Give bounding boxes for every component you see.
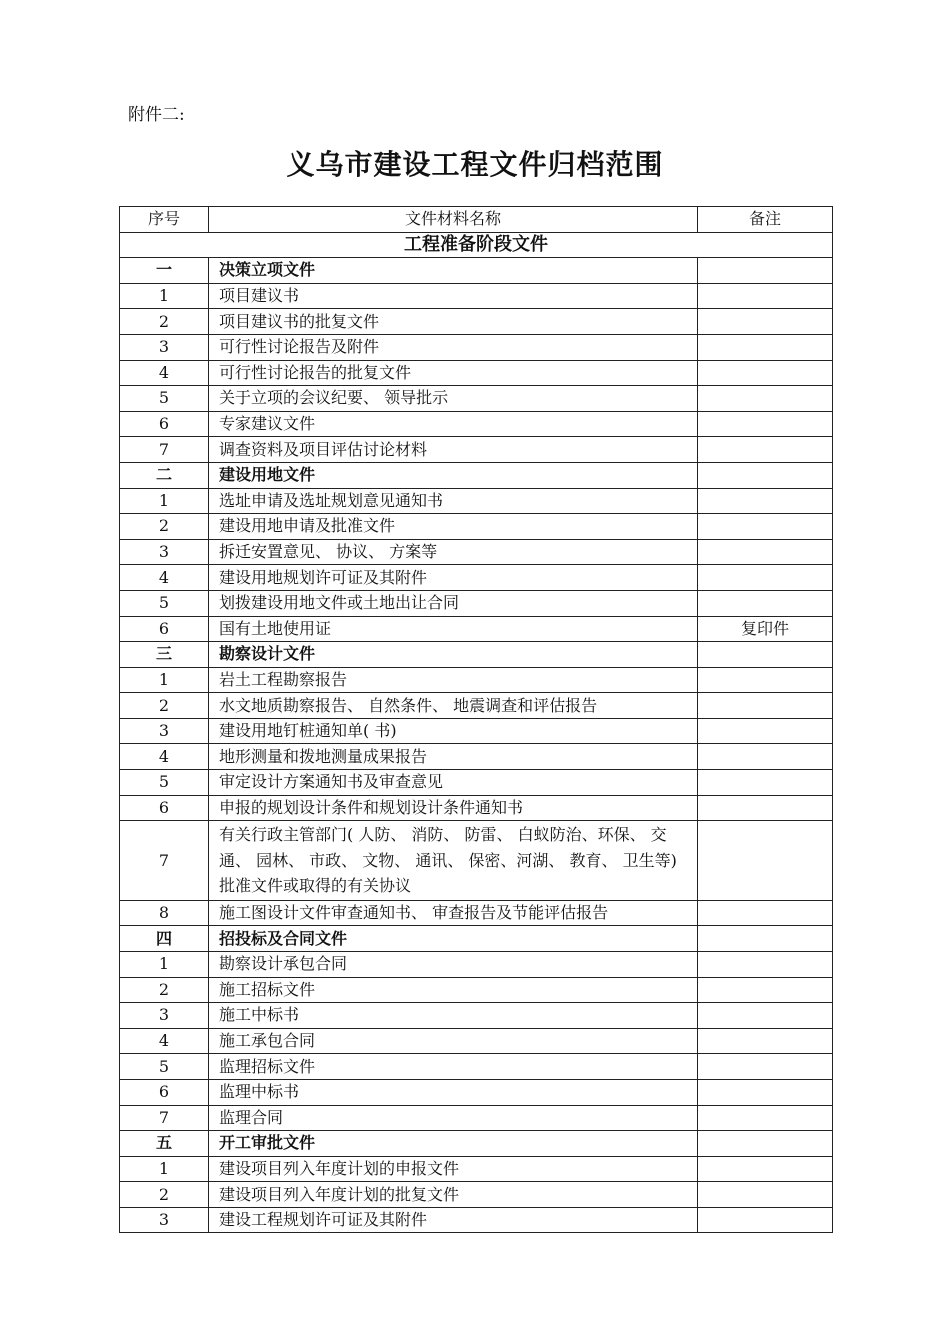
item-note [698,565,833,591]
item-name: 调查资料及项目评估讨论材料 [209,437,698,463]
item-note [698,1156,833,1182]
table-body [120,207,833,1233]
item-name: 施工承包合同 [209,1028,698,1054]
table-row [120,795,833,821]
item-name: 建设工程规划许可证及其附件 [209,1207,698,1233]
item-note [698,977,833,1003]
item-number: 1 [120,1156,209,1182]
item-note [698,1182,833,1208]
item-number: 6 [120,795,209,821]
section-note [698,462,833,488]
table-row [120,977,833,1003]
table-row [120,744,833,770]
table-row [120,590,833,616]
section-title: 决策立项文件 [209,258,698,284]
item-name: 申报的规划设计条件和规划设计条件通知书 [209,795,698,821]
table-row [120,718,833,744]
item-number: 5 [120,590,209,616]
item-note [698,488,833,514]
item-number: 5 [120,1054,209,1080]
item-name: 建设用地申请及批准文件 [209,514,698,540]
item-number: 4 [120,565,209,591]
item-name: 审定设计方案通知书及审查意见 [209,770,698,796]
item-note [698,411,833,437]
table-row [120,411,833,437]
section-row [120,642,833,668]
table-row [120,309,833,335]
table-row [120,283,833,309]
item-number: 6 [120,411,209,437]
item-number: 4 [120,1028,209,1054]
item-note [698,1207,833,1233]
item-note [698,1028,833,1054]
table-row [120,1156,833,1182]
table-row [120,1105,833,1131]
item-note [698,1105,833,1131]
item-name: 施工中标书 [209,1003,698,1029]
item-note [698,1079,833,1105]
section-number: 五 [120,1131,209,1157]
table-row [120,437,833,463]
table-row [120,1003,833,1029]
item-note [698,667,833,693]
table-row [120,360,833,386]
item-name: 建设用地规划许可证及其附件 [209,565,698,591]
section-note [698,926,833,952]
table-row [120,1207,833,1233]
item-number: 2 [120,514,209,540]
item-note [698,334,833,360]
item-number: 5 [120,770,209,796]
section-number: 三 [120,642,209,668]
table-row [120,1028,833,1054]
item-number: 1 [120,488,209,514]
table-row [120,565,833,591]
attachment-label: 附件二: [128,105,185,125]
item-name: 岩土工程勘察报告 [209,667,698,693]
item-name: 专家建议文件 [209,411,698,437]
item-name: 施工招标文件 [209,977,698,1003]
item-note [698,360,833,386]
item-note [698,514,833,540]
table-row [120,334,833,360]
item-number: 3 [120,539,209,565]
item-number: 6 [120,1079,209,1105]
item-name: 拆迁安置意见、 协议、 方案等 [209,539,698,565]
item-name: 建设项目列入年度计划的申报文件 [209,1156,698,1182]
item-name: 监理合同 [209,1105,698,1131]
item-number: 3 [120,1003,209,1029]
section-row [120,1131,833,1157]
item-number: 2 [120,1182,209,1208]
item-name: 有关行政主管部门( 人防、 消防、 防雷、 白蚁防治、环保、 交通、 园林、 市政、 文物、 通讯、 保密、河湖、 教育、 卫生等) 批准文件或取得的有关协议 [209,821,698,901]
item-name: 划拨建设用地文件或土地出让合同 [209,590,698,616]
item-number: 1 [120,283,209,309]
item-name: 建设项目列入年度计划的批复文件 [209,1182,698,1208]
item-name: 监理中标书 [209,1079,698,1105]
item-number: 4 [120,360,209,386]
item-name: 建设用地钉桩通知单( 书) [209,718,698,744]
header-name: 文件材料名称 [209,207,698,233]
header-note: 备注 [698,207,833,233]
section-row [120,462,833,488]
stage-row [120,232,833,258]
section-note [698,642,833,668]
section-row [120,258,833,284]
item-name: 勘察设计承包合同 [209,951,698,977]
item-number: 6 [120,616,209,642]
section-number: 四 [120,926,209,952]
item-note [698,770,833,796]
page-title: 义乌市建设工程文件归档范围 [286,148,664,181]
item-note [698,437,833,463]
item-note [698,309,833,335]
item-name: 项目建议书 [209,283,698,309]
section-number: 二 [120,462,209,488]
item-name: 国有土地使用证 [209,616,698,642]
stage-title: 工程准备阶段文件 [120,232,833,258]
item-note [698,821,833,901]
item-note [698,386,833,412]
item-note [698,693,833,719]
item-number: 2 [120,977,209,1003]
table-row [120,821,833,901]
item-name: 关于立项的会议纪要、 领导批示 [209,386,698,412]
archive-scope-table [119,206,833,1233]
item-number: 8 [120,900,209,926]
table-row [120,951,833,977]
item-note [698,795,833,821]
item-name: 监理招标文件 [209,1054,698,1080]
item-name: 可行性讨论报告及附件 [209,334,698,360]
item-number: 2 [120,309,209,335]
item-name: 水文地质勘察报告、 自然条件、 地震调查和评估报告 [209,693,698,719]
section-number: 一 [120,258,209,284]
table-row [120,1054,833,1080]
table-row [120,1182,833,1208]
table-row [120,900,833,926]
item-name: 施工图设计文件审查通知书、 审查报告及节能评估报告 [209,900,698,926]
item-note [698,283,833,309]
table-row [120,770,833,796]
section-title: 开工审批文件 [209,1131,698,1157]
item-number: 7 [120,1105,209,1131]
item-note [698,744,833,770]
item-name: 选址申请及选址规划意见通知书 [209,488,698,514]
item-note [698,718,833,744]
section-note [698,258,833,284]
table-row [120,1079,833,1105]
item-number: 4 [120,744,209,770]
item-number: 5 [120,386,209,412]
table-row [120,386,833,412]
item-number: 2 [120,693,209,719]
item-note: 复印件 [698,616,833,642]
table-row [120,667,833,693]
table-row [120,539,833,565]
table-row [120,616,833,642]
table-row [120,488,833,514]
table-row [120,693,833,719]
section-row [120,926,833,952]
section-title: 勘察设计文件 [209,642,698,668]
item-name: 地形测量和拨地测量成果报告 [209,744,698,770]
item-number: 1 [120,667,209,693]
item-note [698,1054,833,1080]
item-name: 项目建议书的批复文件 [209,309,698,335]
item-number: 3 [120,718,209,744]
item-note [698,590,833,616]
table-row [120,514,833,540]
item-number: 3 [120,1207,209,1233]
item-number: 7 [120,821,209,901]
item-note [698,539,833,565]
table-header-row [120,207,833,233]
item-number: 7 [120,437,209,463]
item-number: 1 [120,951,209,977]
section-title: 建设用地文件 [209,462,698,488]
item-number: 3 [120,334,209,360]
section-title: 招投标及合同文件 [209,926,698,952]
item-note [698,951,833,977]
section-note [698,1131,833,1157]
header-no: 序号 [120,207,209,233]
item-name: 可行性讨论报告的批复文件 [209,360,698,386]
item-note [698,1003,833,1029]
item-note [698,900,833,926]
